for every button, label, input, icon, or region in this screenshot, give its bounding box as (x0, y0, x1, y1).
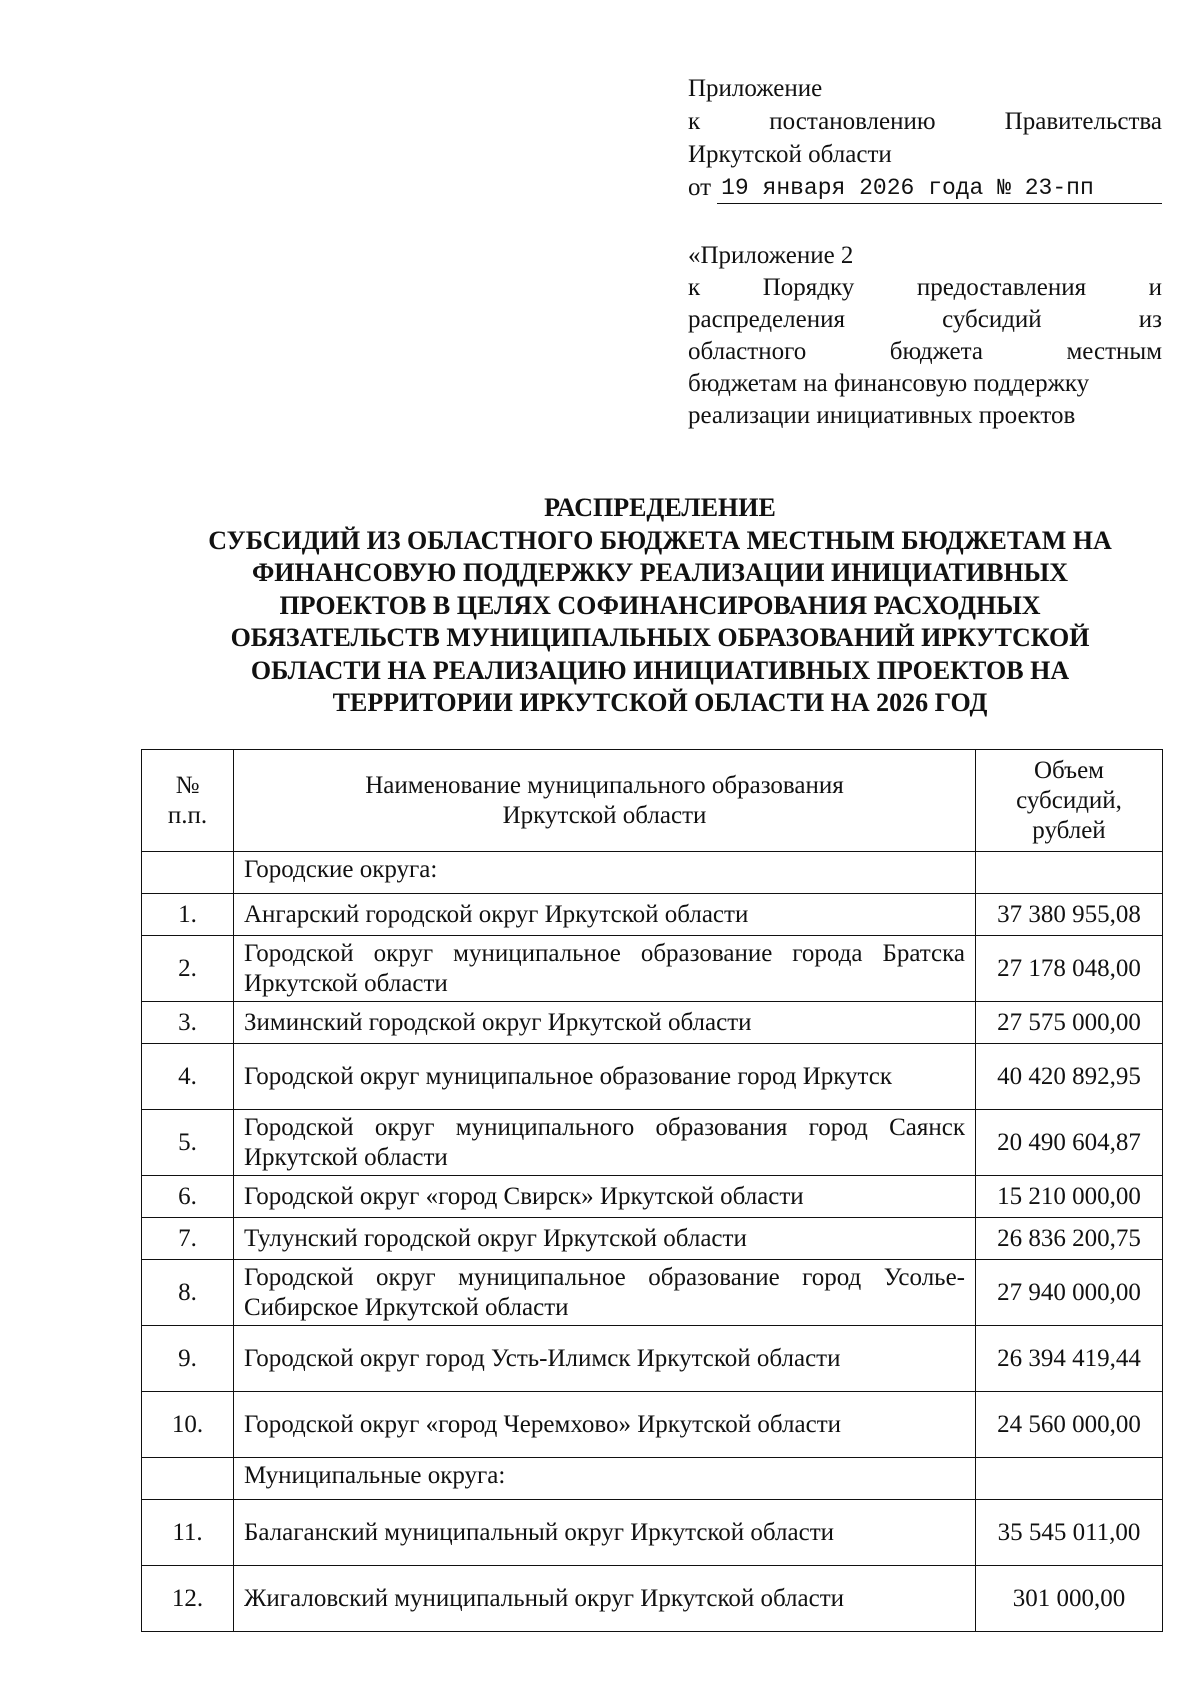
municipality-name: Городской округ город Усть-Илимск Иркутской области (234, 1326, 976, 1392)
table-row (142, 1260, 1163, 1326)
row-number: 2. (142, 936, 234, 1002)
appendix-line (688, 272, 1162, 304)
decree-date-number: 19 января 2026 года № 23-пп (717, 173, 1162, 204)
header-word: Правительства (1004, 108, 1162, 135)
row-number: 11. (142, 1500, 234, 1566)
date-prefix: от (688, 174, 712, 201)
header-text: № (175, 771, 200, 799)
table-row (142, 1392, 1163, 1458)
row-number: 1. (142, 894, 234, 936)
header-line-appendix: Приложение (688, 75, 823, 102)
header-text: Наименование муниципального образования (365, 771, 844, 799)
appendix-line: бюджетам на финансовую поддержку (688, 370, 1090, 397)
header-word: к (688, 108, 701, 135)
row-number: 12. (142, 1566, 234, 1632)
subsidy-amount: 27 178 048,00 (976, 936, 1163, 1002)
table-row (142, 1002, 1163, 1044)
table-row (142, 1044, 1163, 1110)
header-text: рублей (1032, 816, 1106, 844)
header-line-decree (688, 105, 1162, 138)
appendix-line (688, 336, 1162, 368)
appendix-word: к (688, 274, 701, 301)
table-row (142, 1566, 1163, 1632)
subsidy-amount: 27 575 000,00 (976, 1002, 1163, 1044)
group-label: Городские округа: (234, 852, 976, 894)
table-cell-empty (142, 1458, 234, 1500)
municipality-name: Городской округ муниципальное образование город Иркутск (234, 1044, 976, 1110)
title-line: СУБСИДИЙ ИЗ ОБЛАСТНОГО БЮДЖЕТА МЕСТНЫМ БЮДЖЕТАМ НА (208, 525, 1112, 555)
title-line: ПРОЕКТОВ В ЦЕЛЯХ СОФИНАНСИРОВАНИЯ РАСХОДНЫХ (279, 590, 1041, 620)
header-text: Иркутской области (502, 801, 707, 829)
table-cell-empty (976, 852, 1163, 894)
appendix-word: субсидий (942, 306, 1042, 333)
header-text: Объем (1034, 756, 1104, 784)
appendix-line: реализации инициативных проектов (688, 402, 1076, 429)
table-cell-empty (142, 852, 234, 894)
row-number: 8. (142, 1260, 234, 1326)
subsidy-amount: 40 420 892,95 (976, 1044, 1163, 1110)
municipality-name: Городской округ муниципальное образование города Братска Иркутской области (234, 936, 976, 1002)
appendix-word: бюджета (889, 338, 983, 365)
municipality-name: Городской округ муниципальное образование город Усолье-Сибирское Иркутской области (234, 1260, 976, 1326)
subsidy-distribution-table (141, 749, 1163, 1632)
decree-reference (688, 72, 1162, 204)
row-number: 7. (142, 1218, 234, 1260)
row-number: 3. (142, 1002, 234, 1044)
subsidy-amount: 26 394 419,44 (976, 1326, 1163, 1392)
table-row (142, 1110, 1163, 1176)
appendix-word: из (1138, 306, 1163, 333)
municipality-name: Городской округ «город Свирск» Иркутской области (234, 1176, 976, 1218)
table-row (142, 1500, 1163, 1566)
municipality-name: Ангарский городской округ Иркутской области (234, 894, 976, 936)
header-line-region: Иркутской области (688, 141, 892, 168)
title-line: ТЕРРИТОРИИ ИРКУТСКОЙ ОБЛАСТИ НА 2026 ГОД (332, 688, 988, 717)
header-word: постановлению (769, 108, 936, 135)
appendix-reference (688, 240, 1162, 432)
subsidy-amount: 37 380 955,08 (976, 894, 1163, 936)
municipality-name: Тулунский городской округ Иркутской области (234, 1218, 976, 1260)
group-row-municipal-districts (142, 1458, 1163, 1500)
subsidy-amount: 27 940 000,00 (976, 1260, 1163, 1326)
appendix-line (688, 304, 1162, 336)
header-text: п.п. (167, 801, 208, 829)
title-line: ОБЛАСТИ НА РЕАЛИЗАЦИЮ ИНИЦИАТИВНЫХ ПРОЕКТОВ НА (250, 655, 1070, 685)
document-title (140, 492, 1180, 720)
table-header-row (142, 750, 1163, 852)
row-number: 5. (142, 1110, 234, 1176)
appendix-word: предоставления (916, 274, 1087, 301)
group-label: Муниципальные округа: (234, 1458, 976, 1500)
table-row (142, 1326, 1163, 1392)
appendix-line: «Приложение 2 (688, 242, 854, 269)
appendix-word: распределения (688, 306, 845, 333)
subsidy-amount: 26 836 200,75 (976, 1218, 1163, 1260)
column-header-amount (976, 750, 1163, 852)
municipality-name: Балаганский муниципальный округ Иркутской области (234, 1500, 976, 1566)
appendix-word: областного (688, 338, 807, 365)
table-row (142, 1218, 1163, 1260)
row-number: 9. (142, 1326, 234, 1392)
row-number: 10. (142, 1392, 234, 1458)
column-header-name (234, 750, 976, 852)
table-cell-empty (976, 1458, 1163, 1500)
subsidy-amount: 15 210 000,00 (976, 1176, 1163, 1218)
title-line: ФИНАНСОВУЮ ПОДДЕРЖКУ РЕАЛИЗАЦИИ ИНИЦИАТИВНЫХ (251, 558, 1069, 587)
row-number: 4. (142, 1044, 234, 1110)
table-row (142, 894, 1163, 936)
appendix-word: местным (1066, 338, 1163, 365)
municipality-name: Жигаловский муниципальный округ Иркутской области (234, 1566, 976, 1632)
group-row-city-districts (142, 852, 1163, 894)
municipality-name: Зиминский городской округ Иркутской области (234, 1002, 976, 1044)
subsidy-amount: 24 560 000,00 (976, 1392, 1163, 1458)
appendix-word: Порядку (762, 274, 855, 301)
column-header-number (142, 750, 234, 852)
subsidy-amount: 301 000,00 (976, 1566, 1163, 1632)
municipality-name: Городской округ «город Черемхово» Иркутской области (234, 1392, 976, 1458)
title-line: ОБЯЗАТЕЛЬСТВ МУНИЦИПАЛЬНЫХ ОБРАЗОВАНИЙ ИРКУТСКОЙ (230, 623, 1090, 652)
table-row (142, 1176, 1163, 1218)
table-row (142, 936, 1163, 1002)
appendix-word: и (1148, 274, 1163, 301)
header-text: субсидий, (1016, 786, 1122, 814)
subsidy-amount: 35 545 011,00 (976, 1500, 1163, 1566)
header-date-line (688, 171, 1162, 204)
subsidy-amount: 20 490 604,87 (976, 1110, 1163, 1176)
municipality-name: Городской округ муниципального образования город Саянск Иркутской области (234, 1110, 976, 1176)
title-line: РАСПРЕДЕЛЕНИЕ (544, 493, 776, 522)
row-number: 6. (142, 1176, 234, 1218)
